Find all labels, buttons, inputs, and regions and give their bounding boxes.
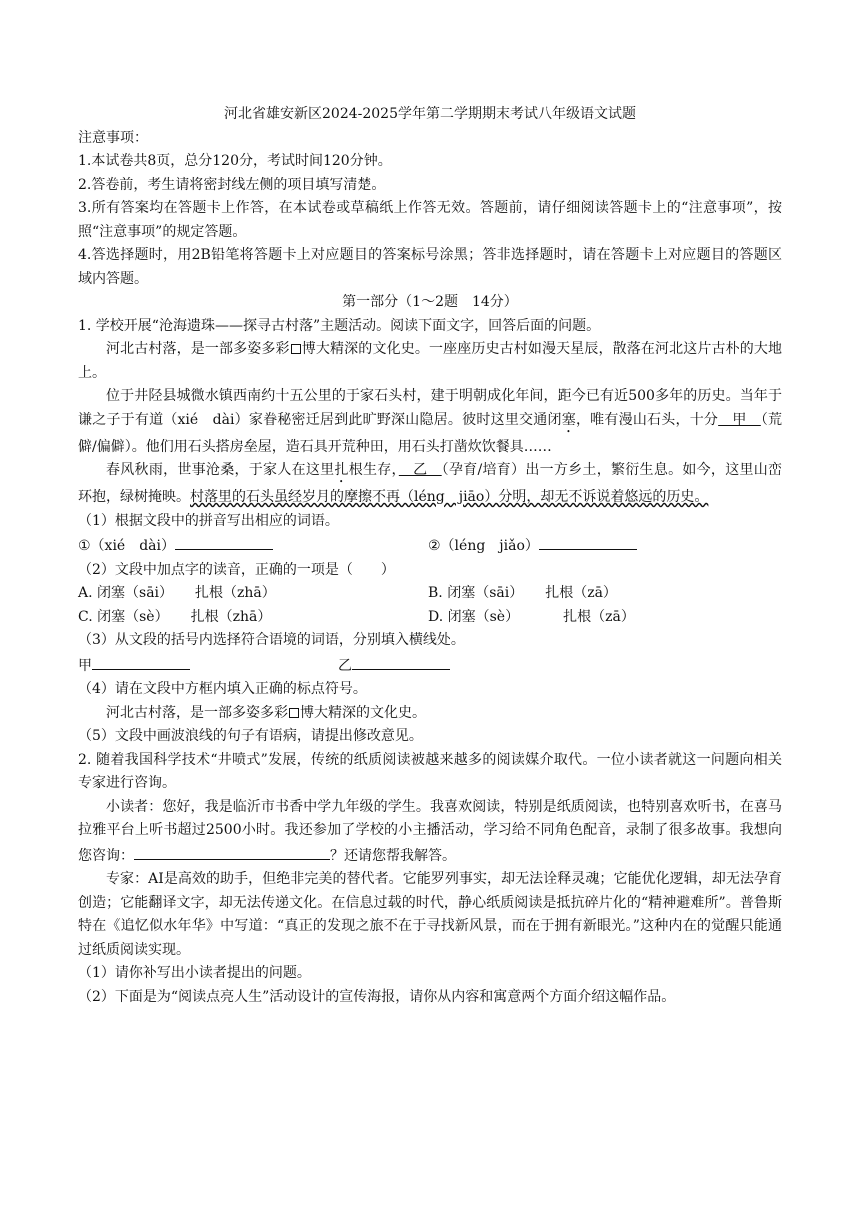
passage-text: 博大精深的文化史。 [300,704,426,721]
punctuation-box[interactable] [289,708,299,718]
pinyin-label: ①（xié dài） [78,538,175,554]
option-text: B. 闭塞（sāi） [428,585,524,601]
passage-text: 小读者：您好，我是临沂市书香中学九年级的学生。我喜欢阅读，特别是纸质阅读，也特别喜欢听书，在喜马拉雅平台上听书超过2500小时。我还参加了学校的小主播活动，学习给不同角色配音，录制了很多故事。我想向您咨询： [78,798,782,864]
punctuation-box [291,344,301,354]
option-text: D. 闭塞（sè） [428,608,520,625]
answer-blank[interactable] [134,843,330,860]
option-c[interactable] [78,606,428,630]
passage-paragraph-1 [78,338,782,385]
sub-3-answer-row [78,653,782,679]
question-1-sub-4: （4）请在文段中方框内填入正确的标点符号。 [78,681,367,697]
dotted-char: 塞 [561,411,576,428]
option-text: 扎根（zhā） [195,585,276,601]
option-b[interactable] [428,582,617,606]
question-2-sub-1: （1）请你补写出小读者提出的问题。 [78,965,311,981]
passage-text: 博大精深的文化史。一座座历史古村如漫天星辰，散落在河北这片古朴的大地上。 [78,341,783,381]
passage-text: （荒僻/偏僻）。他们用石头搭房垒屋，造石具开荒种田，用石头打凿炊饮餐具…… [78,411,783,455]
passage-text: 河北古村落，是一部多姿多彩 [106,341,290,357]
question-2-sub-2: （2）下面是为“阅读点亮人生”活动设计的宣传海报，请你从内容和寓意两个方面介绍这幅作品。 [78,988,676,1005]
expert-paragraph: 专家：AI是高效的助手，但绝非完美的替代者。它能罗列事实，却无法诠释灵魂；它能优化逻辑，却无法孕育创造；它能翻译文字，却无法传递文化。在信息过载的时代，静心纸质阅读是抵抗碎片化的“精神避难所”。普鲁斯特在《追忆似水年华》中写道：“真正的发现之旅不在于寻找新风景，而在于拥有新眼光。”这种内在的觉醒只能通过纸质阅读实现。 [78,871,782,958]
answer-blank[interactable] [92,653,190,670]
notes-heading: 注意事项： [78,129,148,146]
passage-text: 春风秋雨，世事沧桑，于家人在这里 [106,462,335,478]
sub-1-answer-row [78,533,782,559]
reader-paragraph [78,796,782,869]
option-text: 扎根（zhā） [190,608,272,625]
exam-title: 河北省雄安新区2024-2025学年第二学期期末考试八年级语文试题 [224,106,636,122]
note-item: 3.所有答案均在答题卡上作答，在本试卷或草稿纸上作答无效。答题前，请仔细阅读答题卡上的“注意事项”，按照“注意事项”的规定答题。 [78,200,782,240]
passage-text: ，唯有漫山石头，十分 [575,411,719,428]
pinyin-label: ②（léng jiǎo） [428,538,539,554]
question-1-sub-5: （5）文段中画波浪线的句子有语病，请提出修改意见。 [78,728,423,744]
passage-text: 根生存， [348,462,399,478]
option-d[interactable] [428,606,635,630]
option-row [78,582,782,606]
option-text: 扎根（zā） [563,608,635,625]
question-1-stem: 1. 学校开展“沧海遗珠——探寻古村落”主题活动。阅读下面文字，回答后面的问题。 [78,317,601,334]
option-text: A. 闭塞（sāi） [78,585,174,601]
part-heading: 第一部分（1～2题 14分） [342,294,518,310]
passage-text: （孕育/培育）出一方乡土，繁衍生息。如今，这里山峦环抱，绿树掩映。 [78,462,783,505]
option-row [78,606,782,630]
question-2-stem: 2. 随着我国科学技术“井喷式”发展，传统的纸质阅读被越来越多的阅读媒介取代。一位小读者就这一问题向相关专家进行咨询。 [78,751,782,791]
question-1-sub-3: （3）从文段的括号内选择符合语境的词语，分别填入横线处。 [78,632,465,648]
blank-jia: 甲 [718,411,761,428]
option-text: 扎根（zā） [545,585,617,601]
option-a[interactable] [78,582,428,606]
passage-paragraph-2 [78,385,782,459]
blank-label: 甲 [78,657,92,674]
option-text: C. 闭塞（sè） [78,608,169,625]
blank-yi: 乙 [398,462,442,478]
question-1-sub-1: （1）根据文段中的拼音写出相应的词语。 [78,512,339,529]
blank-label: 乙 [338,657,352,674]
sub-4-sentence [78,702,782,726]
answer-blank[interactable] [175,533,273,550]
dotted-char: 扎 [334,462,349,478]
passage-text: 河北古村落，是一部多姿多彩 [106,704,288,721]
answer-blank[interactable] [352,653,450,670]
passage-paragraph-3 [78,459,782,510]
passage-text: ？还请您帮我解答。 [330,847,456,864]
passage-text: 位于井陉县城微水镇西南约十五公里的于家石头村，建于明朝成化年间，距今已有近500多年的历史。当年于谦之子于有道（xié dài）家眷秘密迁居到此旷野深山隐居。彼时这里交通闭 [78,388,782,428]
note-item: 1.本试卷共8页，总分120分，考试时间120分钟。 [78,153,392,169]
question-1-sub-2: （2）文段中加点字的读音，正确的一项是（ ） [78,561,395,578]
note-item: 2.答卷前，考生请将密封线左侧的项目填写清楚。 [78,176,386,193]
wavy-sentence: 村落里的石头虽经岁月的摩擦不再（léng jiāo）分明，却无不诉说着悠远的历史。 [190,489,709,505]
note-item: 4.答选择题时，用2B铅笔将答题卡上对应题目的答案标号涂黑；答非选择题时，请在答题卡上对应题目的答题区域内答题。 [78,247,782,287]
answer-blank[interactable] [539,533,637,550]
